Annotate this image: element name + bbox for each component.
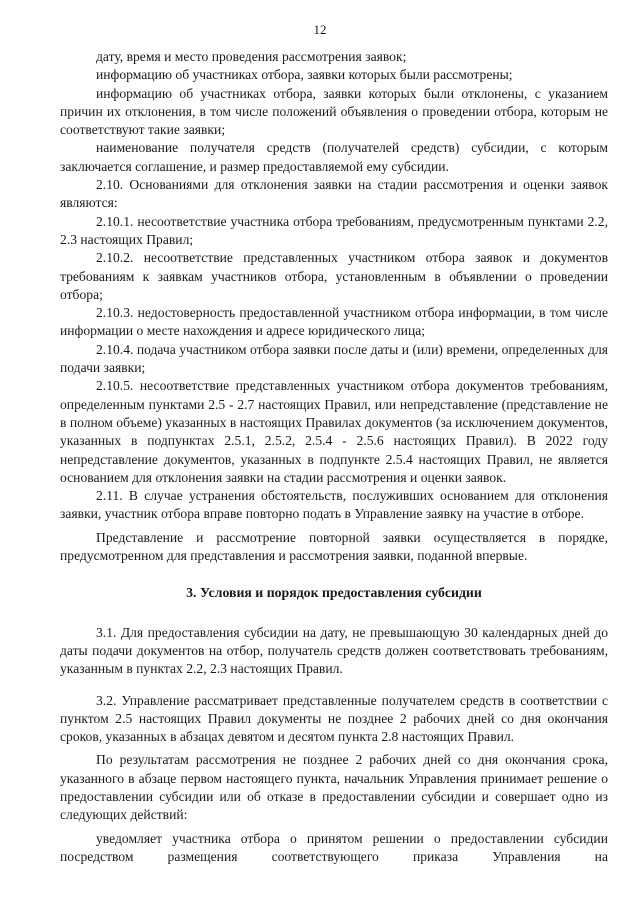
document-body	[60, 48, 608, 866]
paragraph: По результатам рассмотрения не позднее 2 рабочих дней со дня окончания срока, указанного в абзаце первом настоящего пункта, начальник Управления принимает решение о предоставлении субсидии или об отказе в предоставлении субсидии и совершает одно из следующих действий:	[60, 752, 608, 823]
paragraph: 2.10. Основаниями для отклонения заявки на стадии рассмотрения и оценки заявок являются:	[60, 177, 608, 211]
section-heading: 3. Условия и порядок предоставления субсидии	[186, 585, 482, 601]
paragraph: информацию об участниках отбора, заявки которых были рассмотрены;	[96, 67, 513, 83]
paragraph: 2.10.5. несоответствие представленных участником отбора документов требованиям, определенным пунктами 2.5 - 2.7 настоящих Правил, или непредставление (представление не в полном объеме) указанных в настоящих Правилах документов (за исключением документов, указанных в подпунктах 2.5.1, 2.5.2, 2.5.4 - 2.5.6 настоящих Правил). В 2022 году непредставление документов, указанных в подпункте 2.5.4 настоящих Правил, не является основанием для отклонения заявки на стадии рассмотрения и оценки заявок.	[60, 378, 608, 485]
paragraph: 3.1. Для предоставления субсидии на дату, не превышающую 30 календарных дней до даты подачи документов на отбор, получатель средств должен соответствовать требованиям, указанным в пунктах 2.2, 2.3 настоящих Правил.	[60, 624, 608, 677]
paragraph: наименование получателя средств (получателей средств) субсидии, с которым заключается соглашение, и размер предоставляемой ему субсидии.	[60, 140, 608, 174]
paragraph: информацию об участниках отбора, заявки которых были отклонены, с указанием причин их отклонения, в том числе положений объявления о проведении отбора, которым не соответствуют такие заявки;	[60, 85, 608, 138]
paragraph: 2.11. В случае устранения обстоятельств, послуживших основанием для отклонения заявки, участник отбора вправе повторно подать в Управление заявку на участие в отборе.	[60, 488, 608, 522]
paragraph: Представление и рассмотрение повторной заявки осуществляется в порядке, предусмотренном для представления и рассмотрения заявки, поданной впервые.	[60, 529, 608, 564]
paragraph: дату, время и место проведения рассмотрения заявок;	[96, 49, 407, 64]
paragraph: уведомляет участника отбора о принятом решении о предоставлении субсидии посредством размещения соответствующего приказа Управления на	[60, 830, 608, 864]
paragraph: 2.10.3. недостоверность предоставленной участником отбора информации, в том числе информации о месте нахождения и адресе юридического лица;	[60, 305, 608, 339]
paragraph: 2.10.4. подача участником отбора заявки после даты и (или) времени, определенных для подачи заявки;	[60, 341, 608, 376]
page-number: 12	[313, 22, 327, 37]
paragraph: 2.10.2. несоответствие представленных участником отбора заявок и документов требованиям к заявкам участников отбора, установленным в объявлении о проведении отбора;	[60, 250, 608, 302]
paragraph: 3.2. Управление рассматривает представленные получателем средств в соответствии с пунктом 2.5 настоящих Правил документы не позднее 2 рабочих дней со дня окончания сроков, указанных в абзацах девятом и десятом пункта 2.8 настоящих Правил.	[60, 692, 608, 745]
paragraph: 2.10.1. несоответствие участника отбора требованиям, предусмотренным пунктами 2.2, 2.3 настоящих Правил;	[60, 213, 608, 247]
